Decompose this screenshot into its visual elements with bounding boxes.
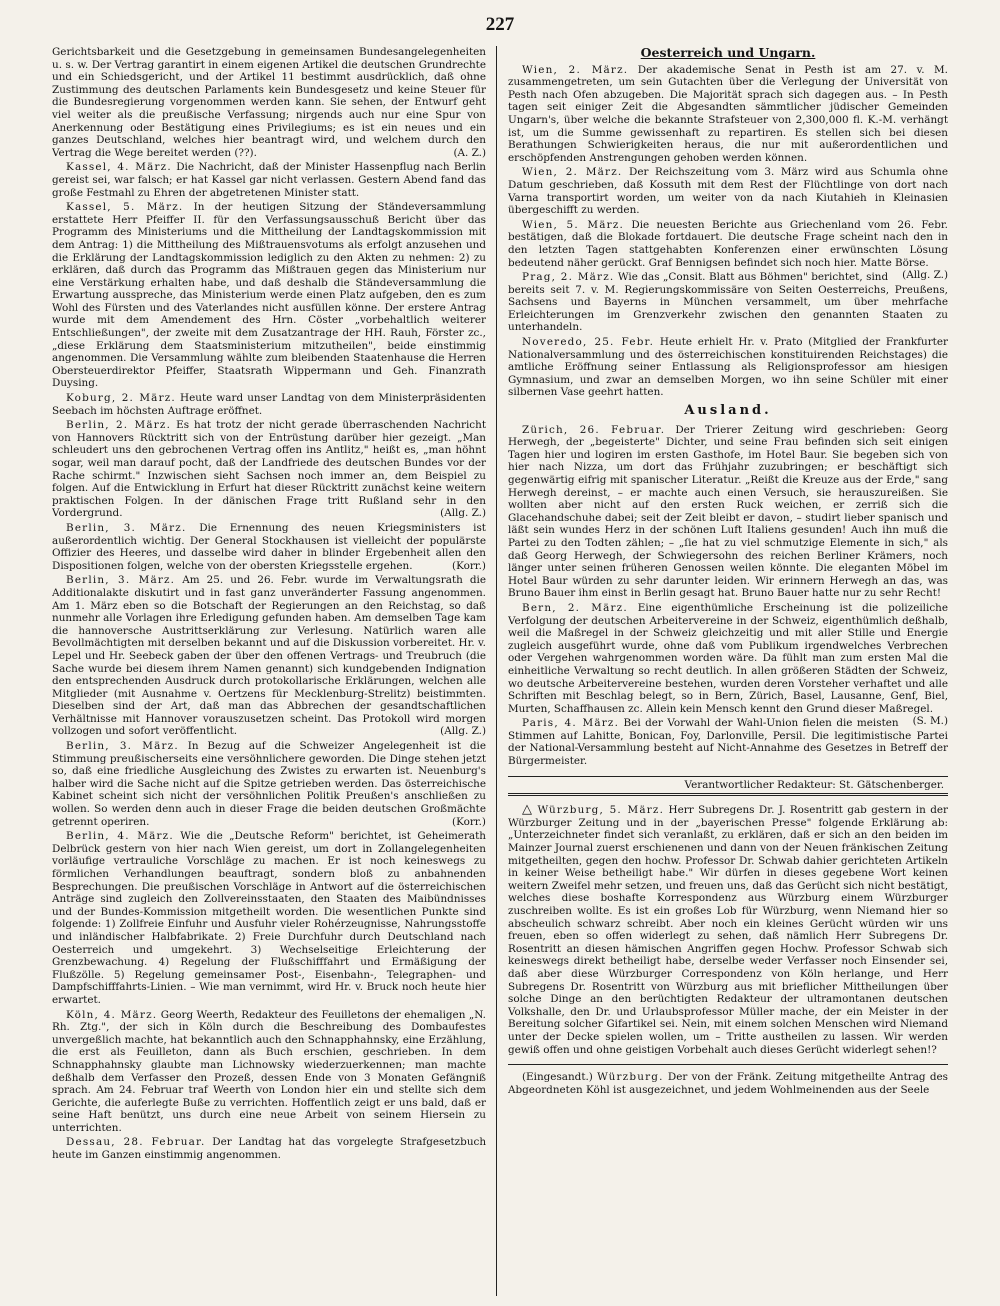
article-source: (A. Z.) <box>453 146 486 159</box>
article-text: Georg Weerth, Redakteur des Feuilletons der ehemaligen „N. Rh. Ztg.", der sich in Köln durch die Beschreibung des Dombaufestes unvergeßlich machte, hat bekanntlich auch den Schnapphahnsky, eine Erzählung, die erst als Feuilleton, dann als Buch erschien, geschrieben. In dem Schnapphahnsky glaubte man Lichnowsky wiederzuerkennen; man machte deßhalb dem Verfasser den Prozeß, dessen Ende von 3 Monaten Gefängniß sprach. Am 24. Februar traf Weerth von London hier ein und stellte sich dem Gerichte, die auferlegte Buße zu verrichten. Hoffentlich zeigt er uns bald, daß er seine Haft benützt, uns durch eine neue Arbeit von seinem Hiersein zu unterrichten. <box>52 1008 486 1134</box>
article-place: Dessau, 28. Februar. <box>66 1136 206 1149</box>
foreign-articles <box>508 424 948 768</box>
article-place: Berlin, 2. März. <box>66 419 172 432</box>
article-place: Berlin, 3. März. <box>66 740 179 753</box>
article <box>52 574 486 738</box>
article <box>52 1009 486 1135</box>
article-text: Heute erhielt Hr. v. Prato (Mitglied der Frankfurter Nationalversammlung und des österreichischen konstituirenden Reichstages) die amtliche Eröffnung seiner Entlassung als Religionsprofessor am hiesigen Gymnasium, und zwar an demselben Morgen, wo ihn seine Schüler mit einer silbernen Vase geehrt hatten. <box>508 336 948 399</box>
article-text: Der Trierer Zeitung wird geschrieben: Georg Herwegh, der „begeisterte" Dichter, und seine Frau befinden sich seit einigen Tagen hier und logiren im ersten Gasthofe, im Hotel Baur. Sie begeben sich von hier nach Nizza, um dort das Frühjahr zuzubringen; er beschäftigt sich gegenwärtig eifrig mit spanischer Literatur. „Reißt die Kreuze aus der Erde," sang Herwegh dereinst, – er machte auch einen Versuch, sie herauszureißen. Sie wollten aber nicht auf den ersten Ruck weichen, er zerriß sich die Glacehandschuhe dabei; seit der Zeit bleibt er davon, – studirt lieber spanisch und läßt sein wundes Herz in der schönen Luft Italiens gesunden! Auch ihn muß die Partei zu den Todten zählen; – „ſie hat zu viel schmutzige Elemente in sich," als daß Georg Herwegh, der Schwiegersohn des reichen Berliner Krämers, noch länger unter seinen früheren Genossen weilen könnte. Die eleganten Möbel im Hotel Baur würden zu sehr darunter leiden. Wir erinnern Herwegh an das, was Bruno Bauer ihm einst in Berlin gesagt hat. Bruno Bauer hatte nur zu sehr Recht! <box>508 423 948 600</box>
section-heading-austria: Oesterreich und Ungarn. <box>640 46 816 60</box>
article <box>52 740 486 828</box>
article-place: Berlin, 3. März. <box>66 521 187 534</box>
article <box>52 830 486 1006</box>
right-column <box>508 46 948 1296</box>
article-source: (Allg. Z.) <box>440 725 486 738</box>
article-text: Wie die „Deutsche Reform" berichtet, ist Geheimerath Delbrück gestern von hier nach Wien gereist, um dort in Zollangelegenheiten vorläufige vertrauliche Vorschläge zu machen. Er ist noch keineswegs zu förmlichen Verhandlungen beauftragt, sondern bloß zu anbahnenden Besprechungen. Die preußischen Vorschläge in Antwort auf die österreichischen Anträge sind zugleich den Zollvereinsstaaten, den Staaten des Maibündnisses und der Bundes-Kommission mitgetheilt worden. Die wesentlichen Punkte sind folgende: 1) Zollfreie Einfuhr und Ausfuhr vieler Rohérzeugnisse, Nahrungsstoffe und inländischer Halbfabrikate. 2) Freie Durchfuhr durch Deutschland nach Oesterreich und umgekehrt. 3) Wechselseitige Erleichterung der Grenzbewachung. 4) Regelung der Flußschifffahrt und Ermäßigung der Flußzölle. 5) Regelung gemeinsamer Post-, Eisenbahn-, Telegraphen- und Dampfschifffahrts-Linien. – Wie man vernimmt, wird Hr. v. Bruck noch heute hier erwartet. <box>52 830 486 1006</box>
article <box>52 201 486 390</box>
section-heading-foreign: Ausland. <box>684 403 772 419</box>
article-text: Heute ward unser Landtag von dem Ministerpräsidenten Seebach im höchsten Auftrage eröffnet. <box>52 392 486 417</box>
article-place: Bern, 2. März. <box>522 601 628 614</box>
article-text: Bei der Vorwahl der Wahl-Union fielen die meisten Stimmen auf Lahitte, Bonican, Foy, Darlonville, Persil. Die legitimistische Partei der National-Versammlung besteht auf Nicht-Annahme des Gesetzes in Betreff der Bürgermeister. <box>508 717 948 768</box>
article-source: (Allg. Z.) <box>440 507 486 520</box>
column-divider <box>496 46 497 1296</box>
article-text: Wie das „Consit. Blatt aus Böhmen" berichtet, sind bereits seit 7. v. M. Regierungskommissäre von Seiten Oesterreichs, Preußens, Sachsens und Bayerns in München versammelt, um über mehrfache Erleichterungen im Grenzverkehr zwischen den genannten Staaten zu unterhandeln. <box>508 271 948 334</box>
article-text: Gerichtsbarkeit und die Gesetzgebung in gemeinsamen Bundesangelegenheiten u. s. w. Der Vertrag garantirt in einem eigenen Artikel die deutschen Grundrechte und ein Schiedsgericht, und der Artikel 11 bestimmt ausdrücklich, daß ohne Zustimmung des deutschen Parlaments kein Bundesgesetz und keine Steuer für die Bundesregierung vorgenommen werden kann. Sie sehen, der Entwurf geht viel weiter als die preußische Verfassung; nirgends auch nur eine Spur von Anerkennung oder Bestätigung eines Privilegiums; es ist ein neues und ein ganzes Deutschland, welches hier beantragt wird, und welchem durch den Vertrag die Wege bereitet werden (??). <box>52 46 486 159</box>
article-text: Die neuesten Berichte aus Griechenland vom 26. Febr. bestätigen, daß die Blokade fortdauert. Die deutsche Frage scheint nach den in den letzten Tagen stattgehabten Konferenzen einer erwünschten Lösung bedeutend näher gerückt. Graf Bennigsen befindet sich noch hier. Matte Börse. <box>508 218 948 269</box>
article <box>508 336 948 399</box>
article-text: Die Ernennung des neuen Kriegsministers ist außerordentlich wichtig. Der General Stockhausen ist vielleicht der populärste Offizier des Heeres, und dasselbe wird daher in blinder Ergebenheit allen den Dispositionen folgen, welche von der obersten Kriegsstelle ergehen. <box>52 521 486 572</box>
article-text: Herr Subregens Dr. J. Rosentritt gab gestern in der Würzburger Zeitung und in der „bayerischen Presse" folgende Erklärung ab: „Unterzeichneter findet sich veranlaßt, zu erklären, daß er sich an den beiden im Mainzer Journal zuerst erschienenen und dann von der Neuen fränkischen Zeitung mitgetheilten, gegen den hochw. Professor Dr. Schwab dahier gerichteten Artikeln in keiner Weise betheiligt habe." Wir dürfen in dieses gegebene Wort keinen weitern Zweifel mehr setzen, und freuen uns, daß das Gerücht sich nicht bestätigt, welches diese boshafte Korrespondenz aus Würzburg einem Würzburger zuschreiben wollte. Es ist ein großes Lob für Würzburg, wenn Niemand hier so abscheulich schwarz schreibt. Aber noch ein kleines Gerücht würden wir uns freuen, eben so offen widerlegt zu sehen, daß nämlich Herr Subregens Dr. Rosentritt an diesen hämischen Angriffen gegen Hochw. Professor Schwab sich keineswegs direkt betheiligt habe, derselbe weder Verfasser noch Einsender sei, daß aber diese Würzburger Correspondenz von Köln herlange, und Herr Subregens Dr. Rosentritt von Würzburg aus mit brieflicher Mittheilungen über solche Dinge an den berüchtigten Redakteur der ultramontanen deutschen Volkshalle, den Dr. und Urlaubsprofessor Müller mache, der ein Meister in der Bereitung solcher Gifartikel sei. Nein, mit einem solchen Menschen wird Niemand unter der Decke spielen wollen, um – Tritte austheilen zu lassen. Wir werden gewiß offen und ohne geistigen Vorbehalt auch dieses Gerücht widerlegt sehen!? <box>508 804 948 1056</box>
article-text: Der Landtag hat das vorgelegte Strafgesetzbuch heute im Ganzen einstimmig angenommen. <box>52 1136 486 1162</box>
article <box>52 1136 486 1161</box>
article-source: (Korr.) <box>452 559 486 572</box>
article-text: Der von der Fränk. Zeitung mitgetheilte Antrag des Abgeordneten Köhl ist ausgezeichnet, und jedem Wohlmeinenden aus der Seele <box>508 1071 948 1096</box>
article-place: Zürich, 26. Februar. <box>522 423 666 436</box>
article-place: Wien, 5. März. <box>522 218 624 231</box>
article-source: (Korr.) <box>452 815 486 828</box>
article <box>508 424 948 600</box>
article-place: Paris, 4. März. <box>522 717 620 730</box>
article-text: In der heutigen Sitzung der Ständeversammlung erstattete Herr Pfeiffer II. für den Verfassungsausschuß Bericht über das Programm des Ministeriums und die Mittheilung der Landtagskommission mit dem Antrag: 1) die Mittheilung des Mißtrauensvotums als erfolgt anzusehen und die Erklärung der Landtagskommission lediglich zu den Akten zu nehmen: 2) zu erklären, daß durch das Programm das Mißtrauen gegen das Ministerium nur eine Verstärkung erhalten habe, und daß deshalb die Ständeversammlung die Erwartung ausspreche, das Ministerium werde einen Platz aufgeben, den es zum Wohl des Fürsten und des Vaterlandes nicht ausfüllen könne. Der erstere Antrag wurde mit dem Amendement des Hrn. Cöster „vorbehaltlich weiterer Entschließungen", der zweite mit dem Zusatzantrage der HH. Rauh, Förster zc., „diese Erklärung dem Staatsministerium mitzutheilen", beide einstimmig angenommen. Die Versammlung wählte zum bleibenden Staatenhause die Herren Obersteuerdirektor Pfeiffer, Staatsrath Wippermann und Geh. Finanzrath Duysing. <box>52 201 486 390</box>
article-place: Berlin, 4. März. <box>66 830 174 843</box>
austria-articles <box>508 64 948 399</box>
article-place: Noveredo, 25. Febr. <box>522 336 655 349</box>
article <box>508 717 948 767</box>
article-place: Würzburg, 5. März. <box>537 804 665 817</box>
article <box>52 161 486 199</box>
article-place: Wien, 2. März. <box>522 63 629 76</box>
article-place: Kassel, 4. März. <box>66 161 172 174</box>
article-place: Prag, 2. März. <box>522 271 615 284</box>
article-text: Am 25. und 26. Febr. wurde im Verwaltungsrath die Additionalakte diskutirt und in fast ganz unveränderter Fassung angenommen. Am 1. März eben so die Botschaft der Regierungen an den Reichstag, so daß nunmehr alle Vorlagen ihre Erledigung gefunden haben. Am demselben Tage kam die hannoversche Austrittserklärung zur Verlesung. Natürlich waren alle Bevollmächtigten mit derselben bekannt und auf die Diskussion vorbereitet. Hr. v. Lepel und Hr. Seebeck gaben der über den offenen Vertrags- und Treubruch (die Sache wurde bei diesem ihrem Namen genannt) sich kundgebenden Indignation den entsprechenden Ausdruck durch protokollarische Erklärungen, welchen alle Mitglieder (mit Ausnahme v. Oertzens für Mecklenburg-Strelitz) beistimmten. Dieselben sind der Art, daß man das Abbrechen der gesandtschaftlichen Verhältnisse mit Hannover vorauszusetzen scheint. Das Protokoll wird morgen vollzogen und sofort veröffentlicht. <box>52 574 486 738</box>
eingesandt-notice <box>508 1071 948 1096</box>
article-text: In Bezug auf die Schweizer Angelegenheit ist die Stimmung preußischerseits eine versöhnlichere geworden. Die Dinge stehen jetzt so, daß eine friedliche Ausgleichung des Zwistes zu erwarten ist. Neuenburg's halber wird die Sache nicht auf die Spitze getrieben werden. Das österreichische Kabinet scheint sich nicht der versöhnlichen Politik Preußen's anschließen zu wollen. So werden denn auch in dieser Frage die beiden deutschen Großmächte getrennt operiren. <box>52 740 486 828</box>
article-source: (Allg. Z.) <box>902 269 948 282</box>
article <box>52 419 486 520</box>
left-column <box>52 46 486 1296</box>
article-place: Koburg, 2. März. <box>66 392 176 405</box>
article-place: Würzburg. <box>597 1071 664 1084</box>
article <box>508 64 948 165</box>
article <box>52 392 486 417</box>
article-place: Köln, 4. März. <box>66 1008 158 1021</box>
article-source: (S. M.) <box>912 715 948 728</box>
article <box>52 46 486 159</box>
article-place: Kassel, 5. März. <box>66 201 184 214</box>
article-text: Es hat trotz der nicht gerade überraschenden Nachricht von Hannovers Rücktritt sich von der Entrüstung darüber hier gezeigt. „Man schleudert uns den gebrochenen Vertrag offen ins Antlitz," heißt es, „man höhnt sogar, weil man darauf pocht, daß der Landfriede des deutschen Bundes vor der Rache schirmt." Inzwischen sieht Sachsen noch immer an, dem Beispiel zu folgen. Auf die Entwicklung in Erfurt hat dieser Rücktritt zunächst keine weitern praktischen Folgen. In der dänischen Frage tritt Rußland sehr in den Vordergrund. <box>52 419 486 520</box>
article <box>52 522 486 572</box>
triangle-icon: △ <box>522 802 534 818</box>
article-text: Die Nachricht, daß der Minister Hassenpflug nach Berlin gereist sei, war falsch; er hat Kassel gar nicht verlassen. Gestern Abend fand das große Festmahl zu Ehren der abgetretenen Minister statt. <box>52 161 486 199</box>
article <box>508 166 948 216</box>
article-text: Der Reichszeitung vom 3. März wird aus Schumla ohne Datum geschrieben, daß Kossuth mit dem Rest der Flüchtlinge von dort nach Varna transportirt worden, um weiter von da nach Kiutahieh in Kleinasien übergeschifft zu werden. <box>508 166 948 217</box>
announcement <box>508 804 948 1056</box>
article <box>508 271 948 334</box>
divider <box>508 1064 948 1065</box>
article-text: Eine eigenthümliche Erscheinung ist die polizeiliche Verfolgung der deutschen Arbeitervereine in der Schweiz, eigenthümlich deßhalb, weil die Maßregel in der Schweiz gleichzeitig und mit aller Stille und Energie zugleich ausgeführt wurde, ohne daß vom Publikum irgendwelches Verbrechen oder Vergehen wahrgenommen worden wäre. Da fühlt man zum ersten Mal die einheitliche Verwaltung so recht deutlich. In allen größeren Städten der Schweiz, wo deutsche Arbeitervereine bestehen, wurden deren Vorsteher verhaftet und alle Schriften mit Beschlag belegt, so in Bern, Zürich, Basel, Lausanne, Genf, Biel, Murten, Schaffhausen zc. Allein kein Mensch kennt den Grund dieser Maßregel. <box>508 601 948 715</box>
article-place: Wien, 2. März. <box>522 166 623 179</box>
article-text: Der akademische Senat in Pesth ist am 27. v. M. zusammengetreten, um sein Gutachten über die Verlegung der Universität von Pesth nach Ofen abzugeben. Die Majorität sprach sich dagegen aus. – In Pesth tagen seit einiger Zeit die Abgesandten sämmtlicher jüdischer Gemeinden Ungarn's, über welche die bekannte Strafsteuer von 2,300,000 fl. K.-M. verhängt ist, um die Summe gewissenhaft zu repartiren. Es stellen sich bei diesen Berathungen Schwierigkeiten heraus, die nur mit außerordentlichen und erschöpfenden Anstrengungen gehoben werden können. <box>508 63 948 164</box>
page-number: 227 <box>485 14 515 35</box>
article-place: Berlin, 3. März. <box>66 574 176 587</box>
editor-line: Verantwortlicher Redakteur: St. Gätschenberger. <box>508 776 948 797</box>
notice-prefix: (Eingesandt.) <box>522 1071 593 1084</box>
